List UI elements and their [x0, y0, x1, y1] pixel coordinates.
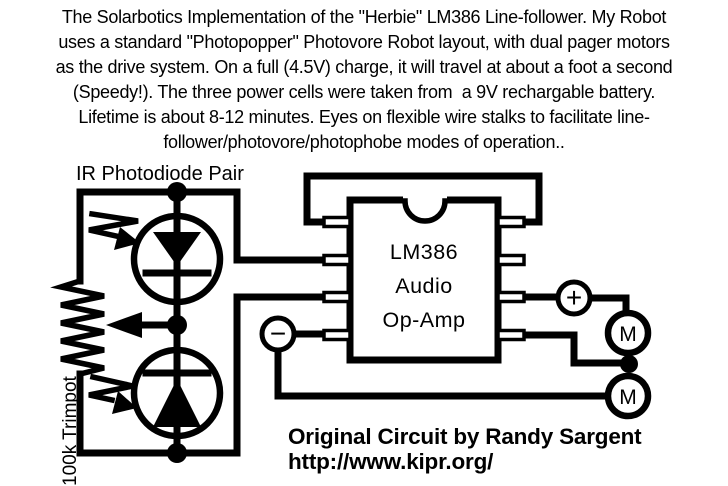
- description-line-6: follower/photovore/photophobe modes of operation..: [163, 132, 565, 152]
- description-line-2: uses a standard "Photopopper" Photovore Robot layout, with dual pager motors: [58, 32, 670, 52]
- credit-line-1: Original Circuit by Randy Sargent: [288, 424, 642, 449]
- chip-pin-2: [324, 256, 350, 265]
- chip-pin-3: [324, 293, 350, 302]
- description-line-4: (Speedy!). The three power cells were taken from a 9V rechargable battery.: [72, 82, 656, 102]
- motor-junction-dot: [620, 355, 638, 373]
- light-arrow-bottom-zigzag: [89, 377, 133, 400]
- node-dot-bottom: [167, 443, 187, 463]
- chip-pin-7: [498, 256, 524, 265]
- plus-icon: +: [565, 282, 583, 313]
- description-line-1: The Solarbotics Implementation of the "Herbie" LM386 Line-follower. My Robot: [61, 7, 667, 27]
- description-line-3: as the drive system. On a full (4.5V) charge, it will travel at about a foot a second: [55, 57, 673, 77]
- chip-pin-8: [498, 218, 524, 227]
- light-arrow-top-zigzag: [89, 214, 138, 236]
- wiper-arrow-head: [106, 312, 142, 338]
- chip-notch-patch: [403, 195, 447, 205]
- trimpot-wiper-arrow: [106, 312, 177, 338]
- minus-icon: −: [269, 318, 287, 349]
- node-dot-middle: [167, 315, 187, 335]
- motor-2-label: M: [619, 386, 637, 409]
- node-dot-top: [167, 182, 187, 202]
- description-line-5: Lifetime is about 8-12 minutes. Eyes on flexible wire stalks to facilitate line-: [78, 107, 650, 127]
- motor-1-label: M: [619, 323, 637, 346]
- chip-pin-4: [324, 331, 350, 340]
- chip-pin-6: [498, 293, 524, 302]
- light-arrow-top-icon: [89, 214, 140, 250]
- sensor-label: IR Photodiode Pair: [76, 163, 244, 185]
- light-arrow-bottom-icon: [89, 377, 137, 414]
- trimpot-label: 100k Trimpot: [60, 376, 81, 486]
- credit-line-2: http://www.kipr.org/: [288, 449, 494, 474]
- chip-label-line2: Audio: [395, 274, 453, 298]
- chip-label-line3: Op-Amp: [382, 308, 466, 332]
- chip-pin-5: [498, 331, 524, 340]
- chip-label-line1: LM386: [389, 240, 459, 264]
- trimpot-resistor-zigzag: [61, 281, 104, 374]
- chip-pin-1: [324, 218, 350, 227]
